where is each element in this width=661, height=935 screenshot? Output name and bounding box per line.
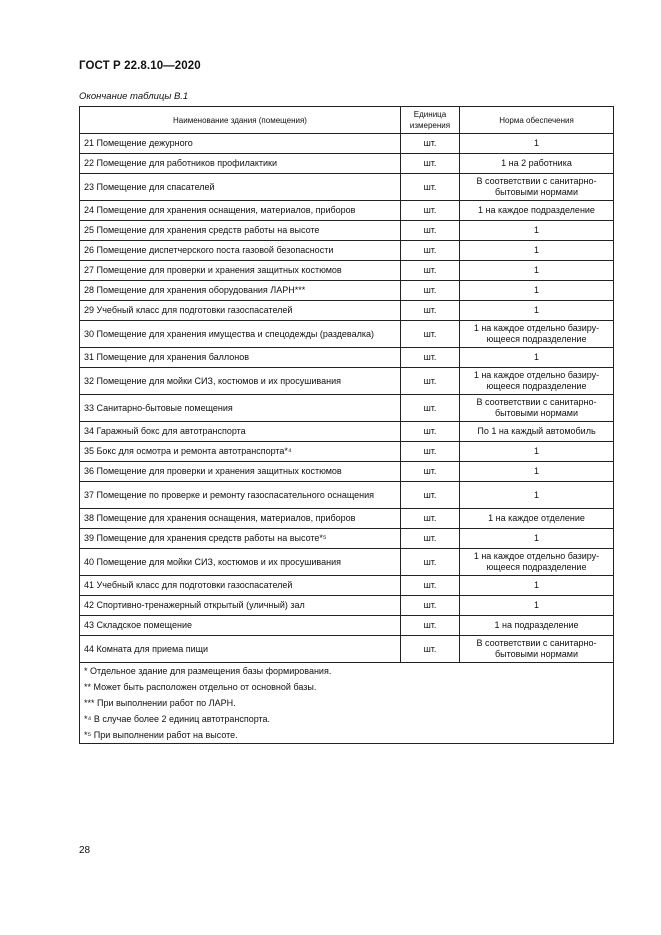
table-header-row: [80, 107, 614, 134]
table-row: [80, 281, 614, 301]
row-name: 27 Помещение для проверки и хранения защитных костюмов: [80, 261, 401, 281]
row-name: 30 Помещение для хранения имущества и спецодежды (раздевалка): [80, 321, 401, 348]
row-name: 33 Санитарно-бытовые помещения: [80, 395, 401, 422]
row-unit: шт.: [401, 549, 460, 576]
row-name: 22 Помещение для работников профилактики: [80, 154, 401, 174]
row-name: 35 Бокс для осмотра и ремонта автотранспорта*⁴: [80, 442, 401, 462]
row-name: 23 Помещение для спасателей: [80, 174, 401, 201]
row-norm: 1: [460, 442, 614, 462]
footnote: *⁵ При выполнении работ на высоте.: [84, 730, 238, 740]
table-caption: Окончание таблицы В.1: [79, 91, 189, 102]
row-name: 34 Гаражный бокс для автотранспорта: [80, 422, 401, 442]
row-norm: 1 на 2 работника: [460, 154, 614, 174]
row-unit: шт.: [401, 509, 460, 529]
column-header-norm: Норма обеспечения: [460, 107, 614, 134]
row-name: 42 Спортивно-тренажерный открытый (уличный) зал: [80, 596, 401, 616]
row-norm: 1 на каждое подразделение: [460, 201, 614, 221]
row-norm: 1: [460, 529, 614, 549]
table-row: [80, 261, 614, 281]
row-name: 38 Помещение для хранения оснащения, материалов, приборов: [80, 509, 401, 529]
row-norm: 1: [460, 462, 614, 482]
table-row: [80, 221, 614, 241]
table-row: [80, 348, 614, 368]
row-norm: 1 на каждое отдельно базиру-ющееся подразделение: [460, 321, 614, 348]
row-norm: По 1 на каждый автомобиль: [460, 422, 614, 442]
row-norm: 1: [460, 134, 614, 154]
row-unit: шт.: [401, 636, 460, 663]
row-unit: шт.: [401, 301, 460, 321]
row-name: 36 Помещение для проверки и хранения защитных костюмов: [80, 462, 401, 482]
row-unit: шт.: [401, 154, 460, 174]
row-name: 32 Помещение для мойки СИЗ, костюмов и их просушивания: [80, 368, 401, 395]
table-row: [80, 134, 614, 154]
table-row: [80, 462, 614, 482]
table-row: [80, 509, 614, 529]
page-number: 28: [79, 845, 91, 856]
row-norm: В соответствии с санитарно-бытовыми нормами: [460, 174, 614, 201]
row-norm: 1: [460, 301, 614, 321]
row-name: 44 Комната для приема пищи: [80, 636, 401, 663]
row-name: 41 Учебный класс для подготовки газоспасателей: [80, 576, 401, 596]
row-name: 39 Помещение для хранения средств работы на высоте*⁵: [80, 529, 401, 549]
table-row: [80, 301, 614, 321]
row-name: 26 Помещение диспетчерского поста газовой безопасности: [80, 241, 401, 261]
row-name: 21 Помещение дежурного: [80, 134, 401, 154]
table-row: [80, 241, 614, 261]
row-name: 28 Помещение для хранения оборудования ЛАРН***: [80, 281, 401, 301]
row-unit: шт.: [401, 529, 460, 549]
row-unit: шт.: [401, 241, 460, 261]
table-row: [80, 201, 614, 221]
row-unit: шт.: [401, 395, 460, 422]
row-unit: шт.: [401, 134, 460, 154]
row-unit: шт.: [401, 442, 460, 462]
row-name: 25 Помещение для хранения средств работы на высоте: [80, 221, 401, 241]
footnote: * Отдельное здание для размещения базы формирования.: [84, 666, 332, 676]
table-row: [80, 395, 614, 422]
column-header-unit: Единица измерения: [401, 107, 460, 134]
row-norm: 1: [460, 241, 614, 261]
table-row: [80, 596, 614, 616]
row-name: 31 Помещение для хранения баллонов: [80, 348, 401, 368]
row-unit: шт.: [401, 616, 460, 636]
row-unit: шт.: [401, 576, 460, 596]
table-row: [80, 174, 614, 201]
row-unit: шт.: [401, 422, 460, 442]
table-row: [80, 154, 614, 174]
row-norm: 1: [460, 281, 614, 301]
column-header-name: Наименование здания (помещения): [80, 107, 401, 134]
row-unit: шт.: [401, 596, 460, 616]
row-name: 43 Складское помещение: [80, 616, 401, 636]
footnote: *⁴ В случае более 2 единиц автотранспорта.: [84, 714, 271, 724]
row-unit: шт.: [401, 221, 460, 241]
row-norm: 1 на каждое отдельно базиру-ющееся подразделение: [460, 368, 614, 395]
table-row: [80, 482, 614, 509]
table-row: [80, 529, 614, 549]
row-unit: шт.: [401, 201, 460, 221]
row-norm: 1: [460, 261, 614, 281]
footnote: ** Может быть расположен отдельно от основной базы.: [84, 682, 317, 692]
table-row: [80, 321, 614, 348]
row-unit: шт.: [401, 462, 460, 482]
row-norm: 1: [460, 348, 614, 368]
row-unit: шт.: [401, 482, 460, 509]
row-unit: шт.: [401, 281, 460, 301]
table-row: [80, 576, 614, 596]
row-norm: В соответствии с санитарно-бытовыми нормами: [460, 395, 614, 422]
table-row: [80, 549, 614, 576]
row-norm: 1: [460, 596, 614, 616]
row-norm: 1: [460, 576, 614, 596]
row-norm: 1: [460, 221, 614, 241]
table-row: [80, 616, 614, 636]
row-unit: шт.: [401, 348, 460, 368]
document-header: ГОСТ Р 22.8.10—2020: [79, 60, 201, 72]
table-notes-row: [80, 663, 614, 744]
table-notes: [80, 663, 614, 744]
row-name: 40 Помещение для мойки СИЗ, костюмов и их просушивания: [80, 549, 401, 576]
row-norm: 1 на каждое отдельно базиру-ющееся подразделение: [460, 549, 614, 576]
footnote: *** При выполнении работ по ЛАРН.: [84, 698, 236, 708]
row-norm: 1 на каждое отделение: [460, 509, 614, 529]
row-unit: шт.: [401, 368, 460, 395]
row-norm: В соответствии с санитарно-бытовыми нормами: [460, 636, 614, 663]
row-unit: шт.: [401, 261, 460, 281]
row-name: 24 Помещение для хранения оснащения, материалов, приборов: [80, 201, 401, 221]
table-row: [80, 636, 614, 663]
table-row: [80, 368, 614, 395]
row-name: 37 Помещение по проверке и ремонту газоспасательного оснащения: [80, 482, 401, 509]
table-row: [80, 422, 614, 442]
row-norm: 1 на подразделение: [460, 616, 614, 636]
row-unit: шт.: [401, 174, 460, 201]
norms-table: [79, 106, 614, 744]
row-name: 29 Учебный класс для подготовки газоспасателей: [80, 301, 401, 321]
row-norm: 1: [460, 482, 614, 509]
row-unit: шт.: [401, 321, 460, 348]
table-row: [80, 442, 614, 462]
